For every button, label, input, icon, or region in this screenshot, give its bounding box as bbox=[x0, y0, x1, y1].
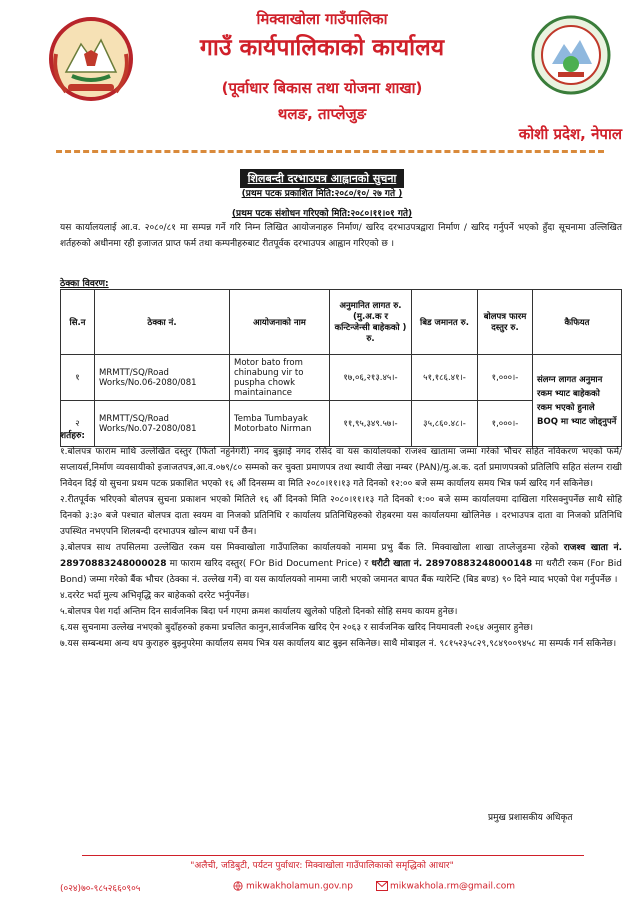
municipality-name: मिक्वाखोला गाउँपालिका bbox=[256, 10, 388, 28]
municipality-logo-icon bbox=[530, 14, 612, 96]
intro-paragraph: यस कार्यालयलाई आ.व. २०८०/८१ मा सम्पन्न गर्ने गरि निम्न लिखित आयोजनाहरु निर्माण/ खरिद दरभाउपत्रद्वारा निर्माण / खरिद गर्नुपर्ने भएको हुँदा सूचनामा उल्लिखित शर्तहरुको अधीनमा रही इजाजत प्राप्त फर्म तथा कम्पनीहरुबाट रीतपूर्वक दरभाउपत्र आह्वान गरिएको छ । bbox=[60, 223, 622, 249]
cell-form: १,०००।- bbox=[478, 355, 533, 401]
globe-icon bbox=[232, 881, 244, 891]
cell-bid: ५१,१८६.४१।- bbox=[412, 355, 478, 401]
cell-cost: १७,०६,२१३.४५।- bbox=[330, 355, 412, 401]
publication-date: (प्रथम पटक प्रकाशित मिति:२०८०/१०/ २७ गते ) bbox=[241, 189, 403, 199]
phone-text: (०२४)७०-९८५२६६०९०५ bbox=[60, 884, 141, 894]
term-2: २.रीतपूर्वक भरिएको बोलपत्र सुचना प्रकाशन भएको मितिले १६ औं दिनको मिति २०८०।११।१३ गते दिनको १:०० बजे सम्म कार्यालयमा दाखिला गरिसक्नुपर्नेछ साथै सोहि दिनको ३:३० बजे पश्चात बोलपत्र दाता स्वयम वा निजको प्रतिनिधि र कार्यालय प्रतिनिधिहरुको रोहबरमा यस कार्यालयमा खोलिनेछ । दरभाउपत्र दाता वा निजको प्रतिनिधि उपस्थित नभएपनि शिलबन्दी दरभाउपत्र खोल्न बाधा पर्ने छैन। bbox=[60, 495, 622, 537]
col-header-project: आयोजनाको नाम bbox=[230, 290, 330, 355]
col-header-remark: कैफियत bbox=[533, 290, 622, 355]
term-7: ७.यस सम्बन्धमा अन्य थप कुराहरु बुझ्नुपरेमा कार्यालय समय भित्र यस कार्यालय बाट बुझ्न सकिनेछ। साथै मोबाइल नं. ९८१५२३५८२९,९८४९००९४५८ मा सम्पर्क गर्न सकिनेछ। bbox=[60, 639, 617, 649]
cell-bid: ३५,८६०.४८।- bbox=[412, 401, 478, 447]
col-header-sn: सि.न bbox=[61, 290, 95, 355]
term-6: ६.यस सुचनामा उल्लेख नभएको बुदाँहरुको हकमा प्रचलित कानुन,सार्वजनिक खरिद ऐन २०६३ र सार्वजनिक खरिद नियमावली २०६४ अनुसार हुनेछ। bbox=[60, 623, 534, 633]
col-header-code: ठेक्का नं. bbox=[95, 290, 230, 355]
cell-remark: संलग्न लागत अनुमान रकम भ्याट बाहेकको रकम भएको हुनाले BOQ मा भ्याट जोड्नुपर्ने bbox=[533, 355, 622, 447]
footer-slogan: "अलैची, जडिबुटी, पर्यटन पुर्वाधार: मिक्वाखोला गाउँपालिकाको समृद्धिको आधार" bbox=[190, 861, 454, 871]
cell-sn: २ bbox=[61, 401, 95, 447]
cell-code: MRMTT/SQ/Road Works/No.07-2080/081 bbox=[95, 401, 230, 447]
cell-sn: १ bbox=[61, 355, 95, 401]
col-header-bid: बिड जमानत रु. bbox=[412, 290, 478, 355]
cell-code: MRMTT/SQ/Road Works/No.06-2080/081 bbox=[95, 355, 230, 401]
table-header-row bbox=[61, 290, 622, 355]
deposit-account-number: धरौटी खाता नं. 28970883248000148 bbox=[371, 559, 533, 569]
col-header-form: बोलपत्र फारम दस्तुर रु. bbox=[478, 290, 533, 355]
letterhead bbox=[0, 0, 644, 150]
signatory-title: प्रमुख प्रशासकीय अधिकृत bbox=[488, 813, 573, 823]
term-4: ४.दररेट भर्दा मुल्य अभिवृद्धि कर बाहेकको दररेट भर्नुपर्नेछ। bbox=[60, 591, 250, 601]
province-name: कोशी प्रदेश, नेपाल bbox=[518, 125, 622, 143]
website-link[interactable]: mikwakholamun.gov.np bbox=[246, 881, 353, 892]
terms-heading: शर्तहरु: bbox=[60, 431, 86, 441]
notice-title-text: शिलबन्दी दरभाउपत्र आह्वानको सुचना bbox=[240, 169, 405, 188]
branch-name: (पूर्वाधार बिकास तथा योजना शाखा) bbox=[221, 79, 423, 97]
term-3 bbox=[60, 540, 622, 588]
header-divider bbox=[56, 150, 604, 153]
cell-project: Temba Tumbayak Motorbato Nirman bbox=[230, 401, 330, 447]
term-3-text-c: मा धरौटी रकम (For Bid Bond) जम्मा गरेको बैंक भौचर (ठेक्का नं. उल्लेख गर्ने) वा यस कार्यालयको नाममा जारी भएको जमानत बापत बैंक ग्यारेन्टि (बिड बण्ड) ९० दिने म्याद भएको पेश गर्नुपर्नेछ । bbox=[60, 559, 622, 585]
office-location: थलङ, ताप्लेजुङ bbox=[277, 105, 367, 123]
term-5: ५.बोलपत्र पेश गर्दा अन्तिम दिन सार्वजनिक बिदा पर्न गएमा क्रमश कार्यालय खुलेको पहिलो दिनको सोहि समय कायम हुनेछ। bbox=[60, 607, 458, 617]
mail-icon bbox=[376, 881, 388, 891]
office-name: गाउँ कार्यपालिकाको कार्यालय bbox=[199, 35, 445, 61]
footer-phone bbox=[60, 881, 140, 894]
tender-table bbox=[60, 289, 622, 447]
term-3-text-a: ३.बोलपत्र साथ तपसिलमा उल्लेखित रकम यस मिक्वाखोला गाउँपालिका कार्यालयको नाममा प्रभु बैंक लि. मिक्वाखोला शाखा ताप्लेजुङमा रहेको bbox=[60, 543, 564, 553]
notice-title bbox=[0, 167, 644, 188]
term-3-text-b: मा फाराम खरिद दस्तुर( FOr Bid Document Price) र bbox=[166, 559, 372, 569]
cell-project: Motor bato from chinabung vir to puspha chowk maintainance bbox=[230, 355, 330, 401]
contract-details-heading: ठेक्का विवरण: bbox=[60, 279, 109, 289]
footer-divider bbox=[82, 855, 584, 856]
cell-cost: ११,९५,३४९.५७।- bbox=[330, 401, 412, 447]
term-1: १.बोलपत्र फाराम माथि उल्लेखित दस्तुर (फिर्ता नहुनेगरी) नगद बुझाई नगद रसिद वा यस कार्यालयको राजश्व खातामा जम्मा गरेको भौचर सहित नविकरण भएको फर्म/सप्लायर्स,निर्माण व्यवसायीको इजाजतपत्र,आ.व.०७९/८० सम्मको कर चुक्ता प्रमाणपत्र तथा स्थायी लेखा नम्बर (PAN)/मु.अ.क. दर्ता प्रमाणपत्रको प्रतिलिपि सहित संलग्न राखी निवेदन दिई यो सुचना प्रथम पटक प्रकाशित भएको १६ औं दिनसम्म वा मिति २०८०।११।१३ गते दिनको १२:०० बजे सम्म कार्यालय समय भित्र फर्म खरिद गर्न सकिनेछ। bbox=[60, 447, 622, 489]
footer-email[interactable] bbox=[376, 881, 515, 892]
revenue-account-number: राजश्व खाता नं. 28970883248000028 bbox=[60, 543, 622, 569]
footer-website[interactable] bbox=[232, 881, 353, 892]
table-row bbox=[61, 355, 622, 401]
col-header-cost: अनुमानित लागत रु.(मु.अ.क र कन्टिन्जेन्सी बाहेकको ) रु. bbox=[330, 290, 412, 355]
amendment-date: (प्रथम पटक संशोधन गरिएको मिति:२०८०।११।०१ गते) bbox=[231, 209, 413, 219]
cell-form: १,०००।- bbox=[478, 401, 533, 447]
terms-list bbox=[60, 444, 622, 652]
email-link[interactable]: mikwakhola.rm@gmail.com bbox=[390, 881, 516, 892]
